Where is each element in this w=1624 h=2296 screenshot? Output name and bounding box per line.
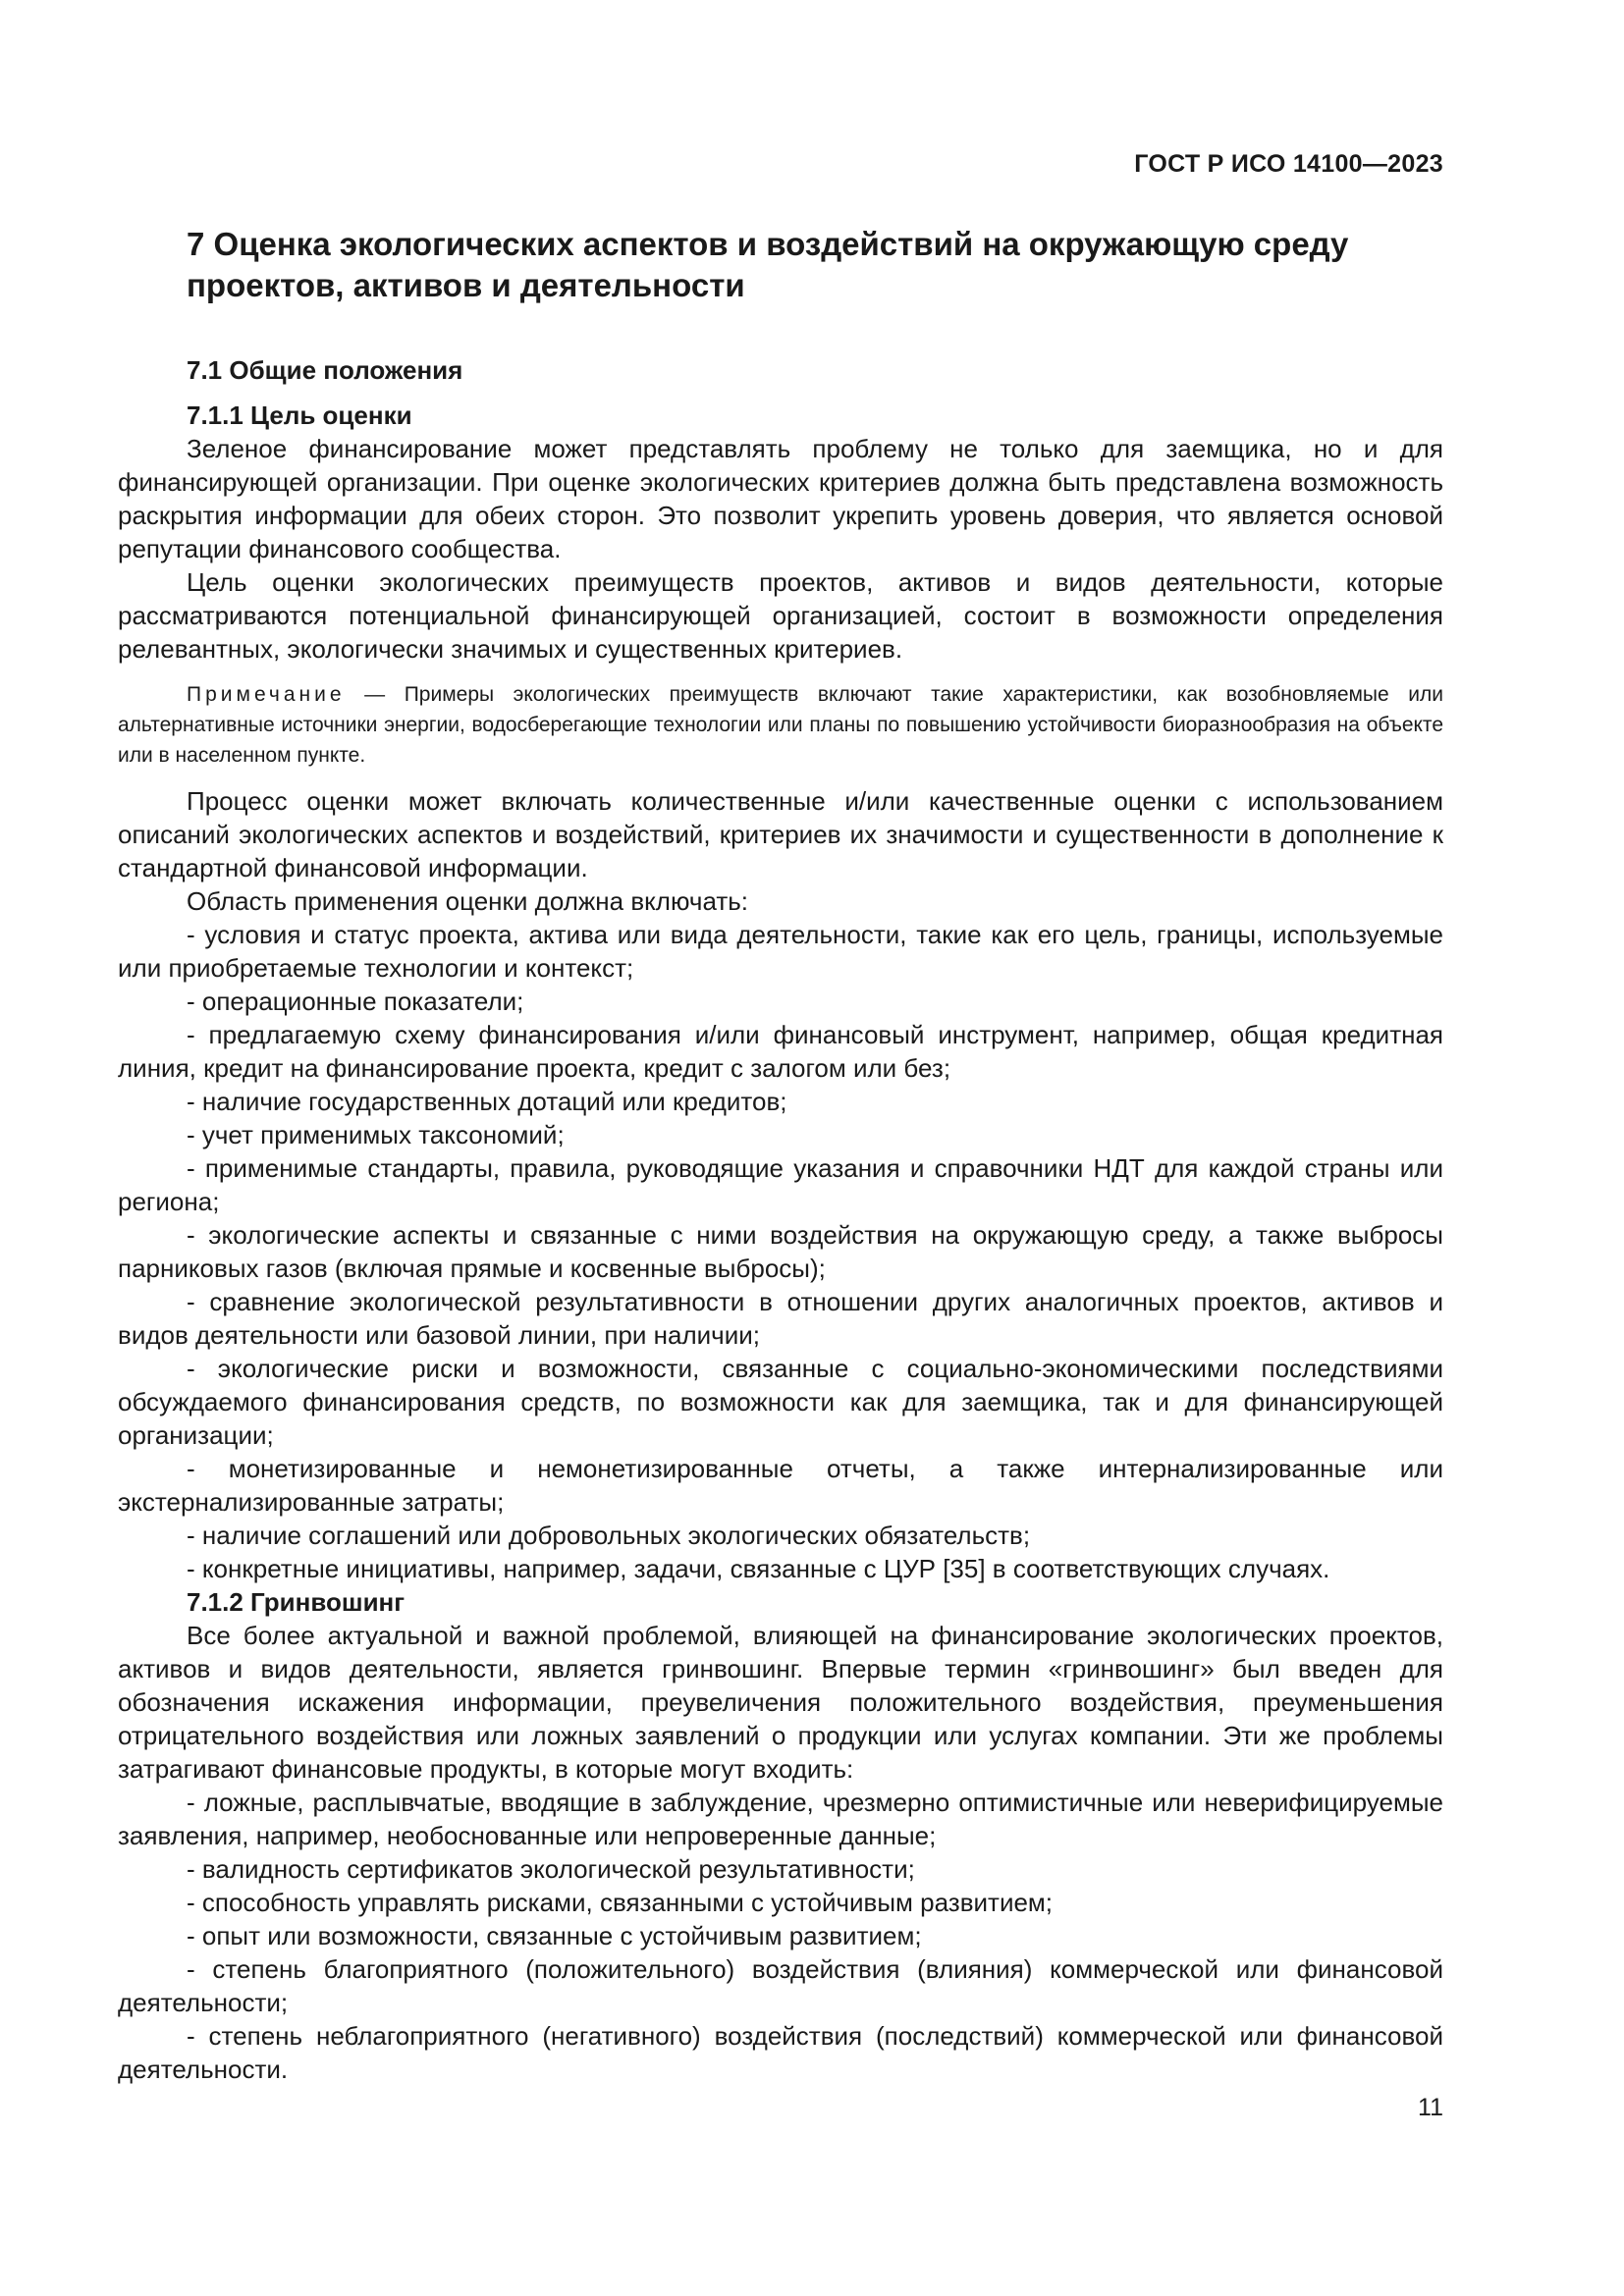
note-text: — Примеры экологических преимуществ включают такие характеристики, как возобновляемые или альтернативные источники энергии, водосберегающие технологии или планы по повышению устойчивости биоразнообразия на объекте или в населенном пункте. bbox=[118, 683, 1443, 767]
subsection-7-1-1-title: 7.1.1 Цель оценки bbox=[187, 400, 412, 430]
section-title-line2: проектов, активов и деятельности bbox=[187, 267, 745, 303]
section-title bbox=[187, 224, 1443, 306]
subsection-7-1-2-title: 7.1.2 Гринвошинг bbox=[187, 1587, 406, 1617]
list-item: - наличие государственных дотаций или кредитов; bbox=[187, 1087, 787, 1116]
list-item: - условия и статус проекта, актива или вида деятельности, такие как его цель, границы, используемые или приобретаемые технологии и контекст; bbox=[118, 920, 1443, 983]
paragraph: Процесс оценки может включать количественные и/или качественные оценки с использованием описаний экологических аспектов и воздействий, критериев их значимости и существенности в дополнение к стандартной финансовой информации. bbox=[118, 786, 1443, 882]
list-item: - монетизированные и немонетизированные отчеты, а также интернализированные или экстернализированные затраты; bbox=[118, 1454, 1443, 1517]
list-item: - сравнение экологической результативности в отношении других аналогичных проектов, активов и видов деятельности или базовой линии, при наличии; bbox=[118, 1287, 1443, 1350]
list-item: - применимые стандарты, правила, руководящие указания и справочники НДТ для каждой страны или региона; bbox=[118, 1153, 1443, 1216]
note-label: Примечание bbox=[187, 683, 346, 706]
list-item: - экологические аспекты и связанные с ними воздействия на окружающую среду, а также выбросы парниковых газов (включая прямые и косвенные выбросы); bbox=[118, 1220, 1443, 1283]
paragraph: Все более актуальной и важной проблемой, влияющей на финансирование экологических проектов, активов и видов деятельности, является гринвошинг. Впервые термин «гринвошинг» был введен для обозначения искажения информации, преувеличения положительного воздействия, преуменьшения отрицательного воздействия или ложных заявлений о продукции или услугах компании. Эти же проблемы затрагивают финансовые продукты, в которые могут входить: bbox=[118, 1621, 1443, 1784]
list-item: - учет применимых таксономий; bbox=[187, 1120, 565, 1149]
list-item: - предлагаемую схему финансирования и/или финансовый инструмент, например, общая кредитная линия, кредит на финансирование проекта, кредит с залогом или без; bbox=[118, 1020, 1443, 1083]
note bbox=[118, 679, 1443, 771]
list-item: - экологические риски и возможности, связанные с социально-экономическими последствиями обсуждаемого финансирования средств, по возможности как для заемщика, так и для финансирующей организации; bbox=[118, 1354, 1443, 1450]
paragraph: Область применения оценки должна включать: bbox=[187, 886, 749, 916]
list-item: - опыт или возможности, связанные с устойчивым развитием; bbox=[187, 1921, 922, 1950]
list-item: - степень неблагоприятного (негативного) воздействия (последствий) коммерческой или финансовой деятельности. bbox=[118, 2021, 1443, 2084]
page-content bbox=[118, 224, 1443, 2086]
list-item: - валидность сертификатов экологической результативности; bbox=[187, 1854, 915, 1884]
section-title-line1: 7 Оценка экологических аспектов и воздействий на окружающую среду bbox=[187, 226, 1349, 262]
list-item: - конкретные инициативы, например, задачи, связанные с ЦУР [35] в соответствующих случаях. bbox=[187, 1554, 1330, 1583]
subsection-7-1-title: 7.1 Общие положения bbox=[187, 355, 463, 385]
list-item: - способность управлять рисками, связанными с устойчивым развитием; bbox=[187, 1888, 1054, 1917]
paragraph: Цель оценки экологических преимуществ проектов, активов и видов деятельности, которые рассматриваются потенциальной финансирующей организацией, состоит в возможности определения релевантных, экологически значимых и существенных критериев. bbox=[118, 567, 1443, 664]
list-item: - операционные показатели; bbox=[187, 987, 524, 1016]
paragraph: Зеленое финансирование может представлять проблему не только для заемщика, но и для финансирующей организации. При оценке экологических критериев должна быть представлена возможность раскрытия информации для обеих сторон. Это позволит укрепить уровень доверия, что является основой репутации финансового сообщества. bbox=[118, 434, 1443, 563]
document-code: ГОСТ Р ИСО 14100—2023 bbox=[1134, 150, 1443, 178]
page-number: 11 bbox=[1418, 2094, 1443, 2121]
list-item: - степень благоприятного (положительного) воздействия (влияния) коммерческой или финансовой деятельности; bbox=[118, 1954, 1443, 2017]
list-item: - наличие соглашений или добровольных экологических обязательств; bbox=[187, 1521, 1031, 1550]
list-item: - ложные, расплывчатые, вводящие в заблуждение, чрезмерно оптимистичные или неверифицируемые заявления, например, необоснованные или непроверенные данные; bbox=[118, 1788, 1443, 1850]
